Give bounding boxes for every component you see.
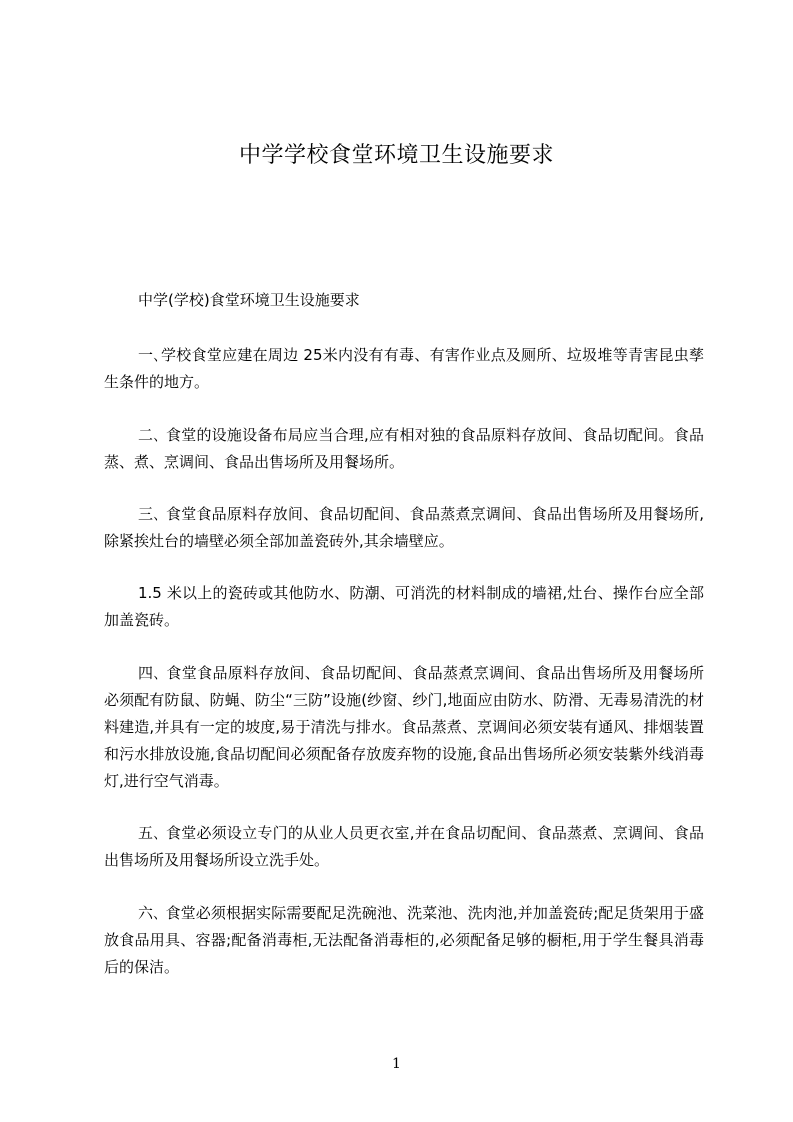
paragraph-2: 二､ 食堂的设施设备布局应当合理,应有相对独的食品原料存放间、食品切配间。食品蒸、煮、烹调间、食品出售场所及用餐场所。 [104,426,704,471]
document-subtitle: 中学(学校)食堂环境卫生设施要求 [138,291,360,309]
paragraph-7: 六､ 食堂必须根据实际需要配足洗碗池、洗菜池、洗肉池,并加盖瓷砖;配足货架用于盛放食品用具、容器;配备消毒柜,无法配备消毒柜的,必须配备足够的橱柜,用于学生餐具消毒后的保洁。 [104,904,704,976]
paragraph-4: 1.5 米以上的瓷砖或其他防水、防潮、可消洗的材料制成的墙裙,灶台、操作台应全部加盖瓷砖。 [104,584,704,629]
paragraph-6: 五､ 食堂必须设立专门的从业人员更衣室,并在食品切配间、食品蒸煮、烹调间、食品出售场所及用餐场所设立洗手处。 [104,824,704,869]
page-number: 1 [392,1056,401,1072]
document-title: 中学学校食堂环境卫生设施要求 [238,143,554,168]
paragraph-5: 四､ 食堂食品原料存放间、食品切配间、食品蒸煮烹调间、食品出售场所及用餐场所必须配有防鼠、防蝇、防尘“三防”设施(纱窗、纱门,地面应由防水、防滑、无毒易清洗的材料建造,并具有一定的坡度,易于清洗与排水。食品蒸煮、烹调间必须安装有通风、排烟装置和污水排放设施,食品切配间必须配备存放废弃物的设施,食品出售场所必须安装紫外线消毒灯,进行空气消毒。 [104,664,704,790]
paragraph-3: 三､ 食堂食品原料存放间、食品切配间、食品蒸煮烹调间、食品出售场所及用餐场所,除紧挨灶台的墙壁必须全部加盖瓷砖外,其余墙壁应。 [104,505,704,550]
paragraph-1: 一､学校食堂应建在周边 25米内没有有毒、有害作业点及厕所、垃圾堆等青害昆虫孳生条件的地方。 [104,346,704,391]
